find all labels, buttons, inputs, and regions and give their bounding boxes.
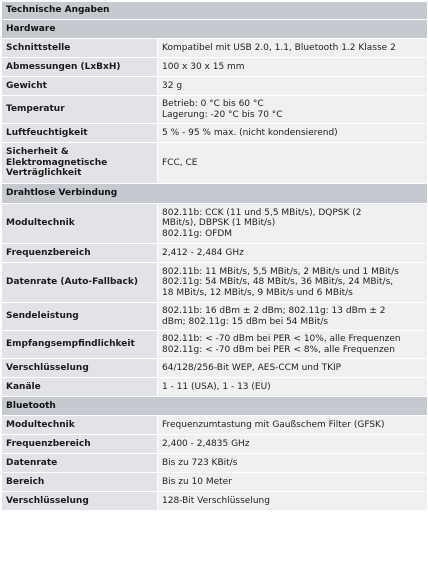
row-value: 100 x 30 x 15 mm xyxy=(158,58,428,77)
table-row xyxy=(2,473,428,492)
table-row xyxy=(2,244,428,263)
row-value: 64/128/256-Bit WEP, AES-CCM und TKIP xyxy=(158,359,428,378)
row-label: Sendeleistung xyxy=(2,303,158,331)
row-label: Empfangsempfindlichkeit xyxy=(2,331,158,359)
row-label: Abmessungen (LxBxH) xyxy=(2,58,158,77)
table-row xyxy=(2,378,428,397)
table-row xyxy=(2,58,428,77)
value-line: dBm; 802.11g: 15 dBm bei 54 MBit/s xyxy=(162,316,329,327)
row-label: Frequenzbereich xyxy=(2,244,158,263)
table-row xyxy=(2,492,428,511)
row-value: Frequenzumtastung mit Gaußschem Filter (GFSK) xyxy=(158,416,428,435)
row-value: Bis zu 723 KBit/s xyxy=(158,454,428,473)
table-row xyxy=(2,435,428,454)
row-value: 2,412 - 2,484 GHz xyxy=(158,244,428,263)
value-line: Lagerung: -20 °C bis 70 °C xyxy=(162,109,283,120)
row-label: Datenrate xyxy=(2,454,158,473)
table-row xyxy=(2,124,428,143)
table-row xyxy=(2,143,428,184)
table-row xyxy=(2,416,428,435)
label-line: Sicherheit & xyxy=(6,147,69,158)
value-line: Betrieb: 0 °C bis 60 °C xyxy=(162,99,264,109)
row-label: Kanäle xyxy=(2,378,158,397)
row-label: Gewicht xyxy=(2,77,158,96)
row-value xyxy=(158,96,428,124)
table-row xyxy=(2,204,428,244)
row-label: Datenrate (Auto-Fallback) xyxy=(2,263,158,303)
value-line: 802.11g: OFDM xyxy=(162,228,233,239)
row-label: Luftfeuchtigkeit xyxy=(2,124,158,143)
table-title: Technische Angaben xyxy=(2,2,428,20)
section-wireless-row xyxy=(2,184,428,204)
row-label: Bereich xyxy=(2,473,158,492)
table-row xyxy=(2,263,428,303)
value-line: 802.11b: CCK (11 und 5,5 MBit/s), DQPSK (2 xyxy=(162,207,362,218)
row-label: Modultechnik xyxy=(2,204,158,244)
row-label: Verschlüsselung xyxy=(2,359,158,378)
row-value xyxy=(158,263,428,303)
row-label: Temperatur xyxy=(2,96,158,124)
table-row xyxy=(2,331,428,359)
table-row xyxy=(2,77,428,96)
value-line: MBit/s), DBPSK (1 MBit/s) xyxy=(162,218,276,229)
spec-table xyxy=(1,1,428,511)
row-value: Bis zu 10 Meter xyxy=(158,473,428,492)
row-value xyxy=(158,204,428,244)
section-bluetooth-row xyxy=(2,397,428,416)
label-line: Verträglichkeit xyxy=(6,168,82,179)
section-heading-wireless: Drahtlose Verbindung xyxy=(2,184,428,204)
value-line: 18 MBit/s, 12 MBit/s, 9 MBit/s und 6 MBit/s xyxy=(162,287,353,298)
row-value: 2,400 - 2,4835 GHz xyxy=(158,435,428,454)
row-value: 5 % - 95 % max. (nicht kondensierend) xyxy=(158,124,428,143)
table-row xyxy=(2,303,428,331)
row-value xyxy=(158,303,428,331)
row-value: 128-Bit Verschlüsselung xyxy=(158,492,428,511)
value-line: 802.11b: < -70 dBm bei PER < 10%, alle Frequenzen xyxy=(162,334,401,344)
value-line: 802.11b: 16 dBm ± 2 dBm; 802.11g: 13 dBm ± 2 xyxy=(162,306,386,316)
table-row xyxy=(2,454,428,473)
section-heading-hardware: Hardware xyxy=(2,20,428,39)
row-label: Verschlüsselung xyxy=(2,492,158,511)
row-label: Frequenzbereich xyxy=(2,435,158,454)
table-row xyxy=(2,359,428,378)
row-value: 32 g xyxy=(158,77,428,96)
row-value: 1 - 11 (USA), 1 - 13 (EU) xyxy=(158,378,428,397)
section-hardware-row xyxy=(2,20,428,39)
section-heading-bluetooth: Bluetooth xyxy=(2,397,428,416)
label-line: Elektromagnetische xyxy=(6,157,108,168)
value-line: 802.11b: 11 MBit/s, 5,5 MBit/s, 2 MBit/s und 1 MBit/s xyxy=(162,266,399,277)
row-value: FCC, CE xyxy=(158,143,428,184)
row-label: Schnittstelle xyxy=(2,39,158,58)
value-line: 802.11g: < -70 dBm bei PER < 8%, alle Frequenzen xyxy=(162,344,395,355)
row-label: Modultechnik xyxy=(2,416,158,435)
table-row xyxy=(2,96,428,124)
row-value: Kompatibel mit USB 2.0, 1.1, Bluetooth 1.2 Klasse 2 xyxy=(158,39,428,58)
row-value xyxy=(158,331,428,359)
table-row xyxy=(2,39,428,58)
value-line: 802.11g: 54 MBit/s, 48 MBit/s, 36 MBit/s, 24 MBit/s, xyxy=(162,277,394,288)
table-title-row xyxy=(2,2,428,20)
row-label xyxy=(2,143,158,184)
